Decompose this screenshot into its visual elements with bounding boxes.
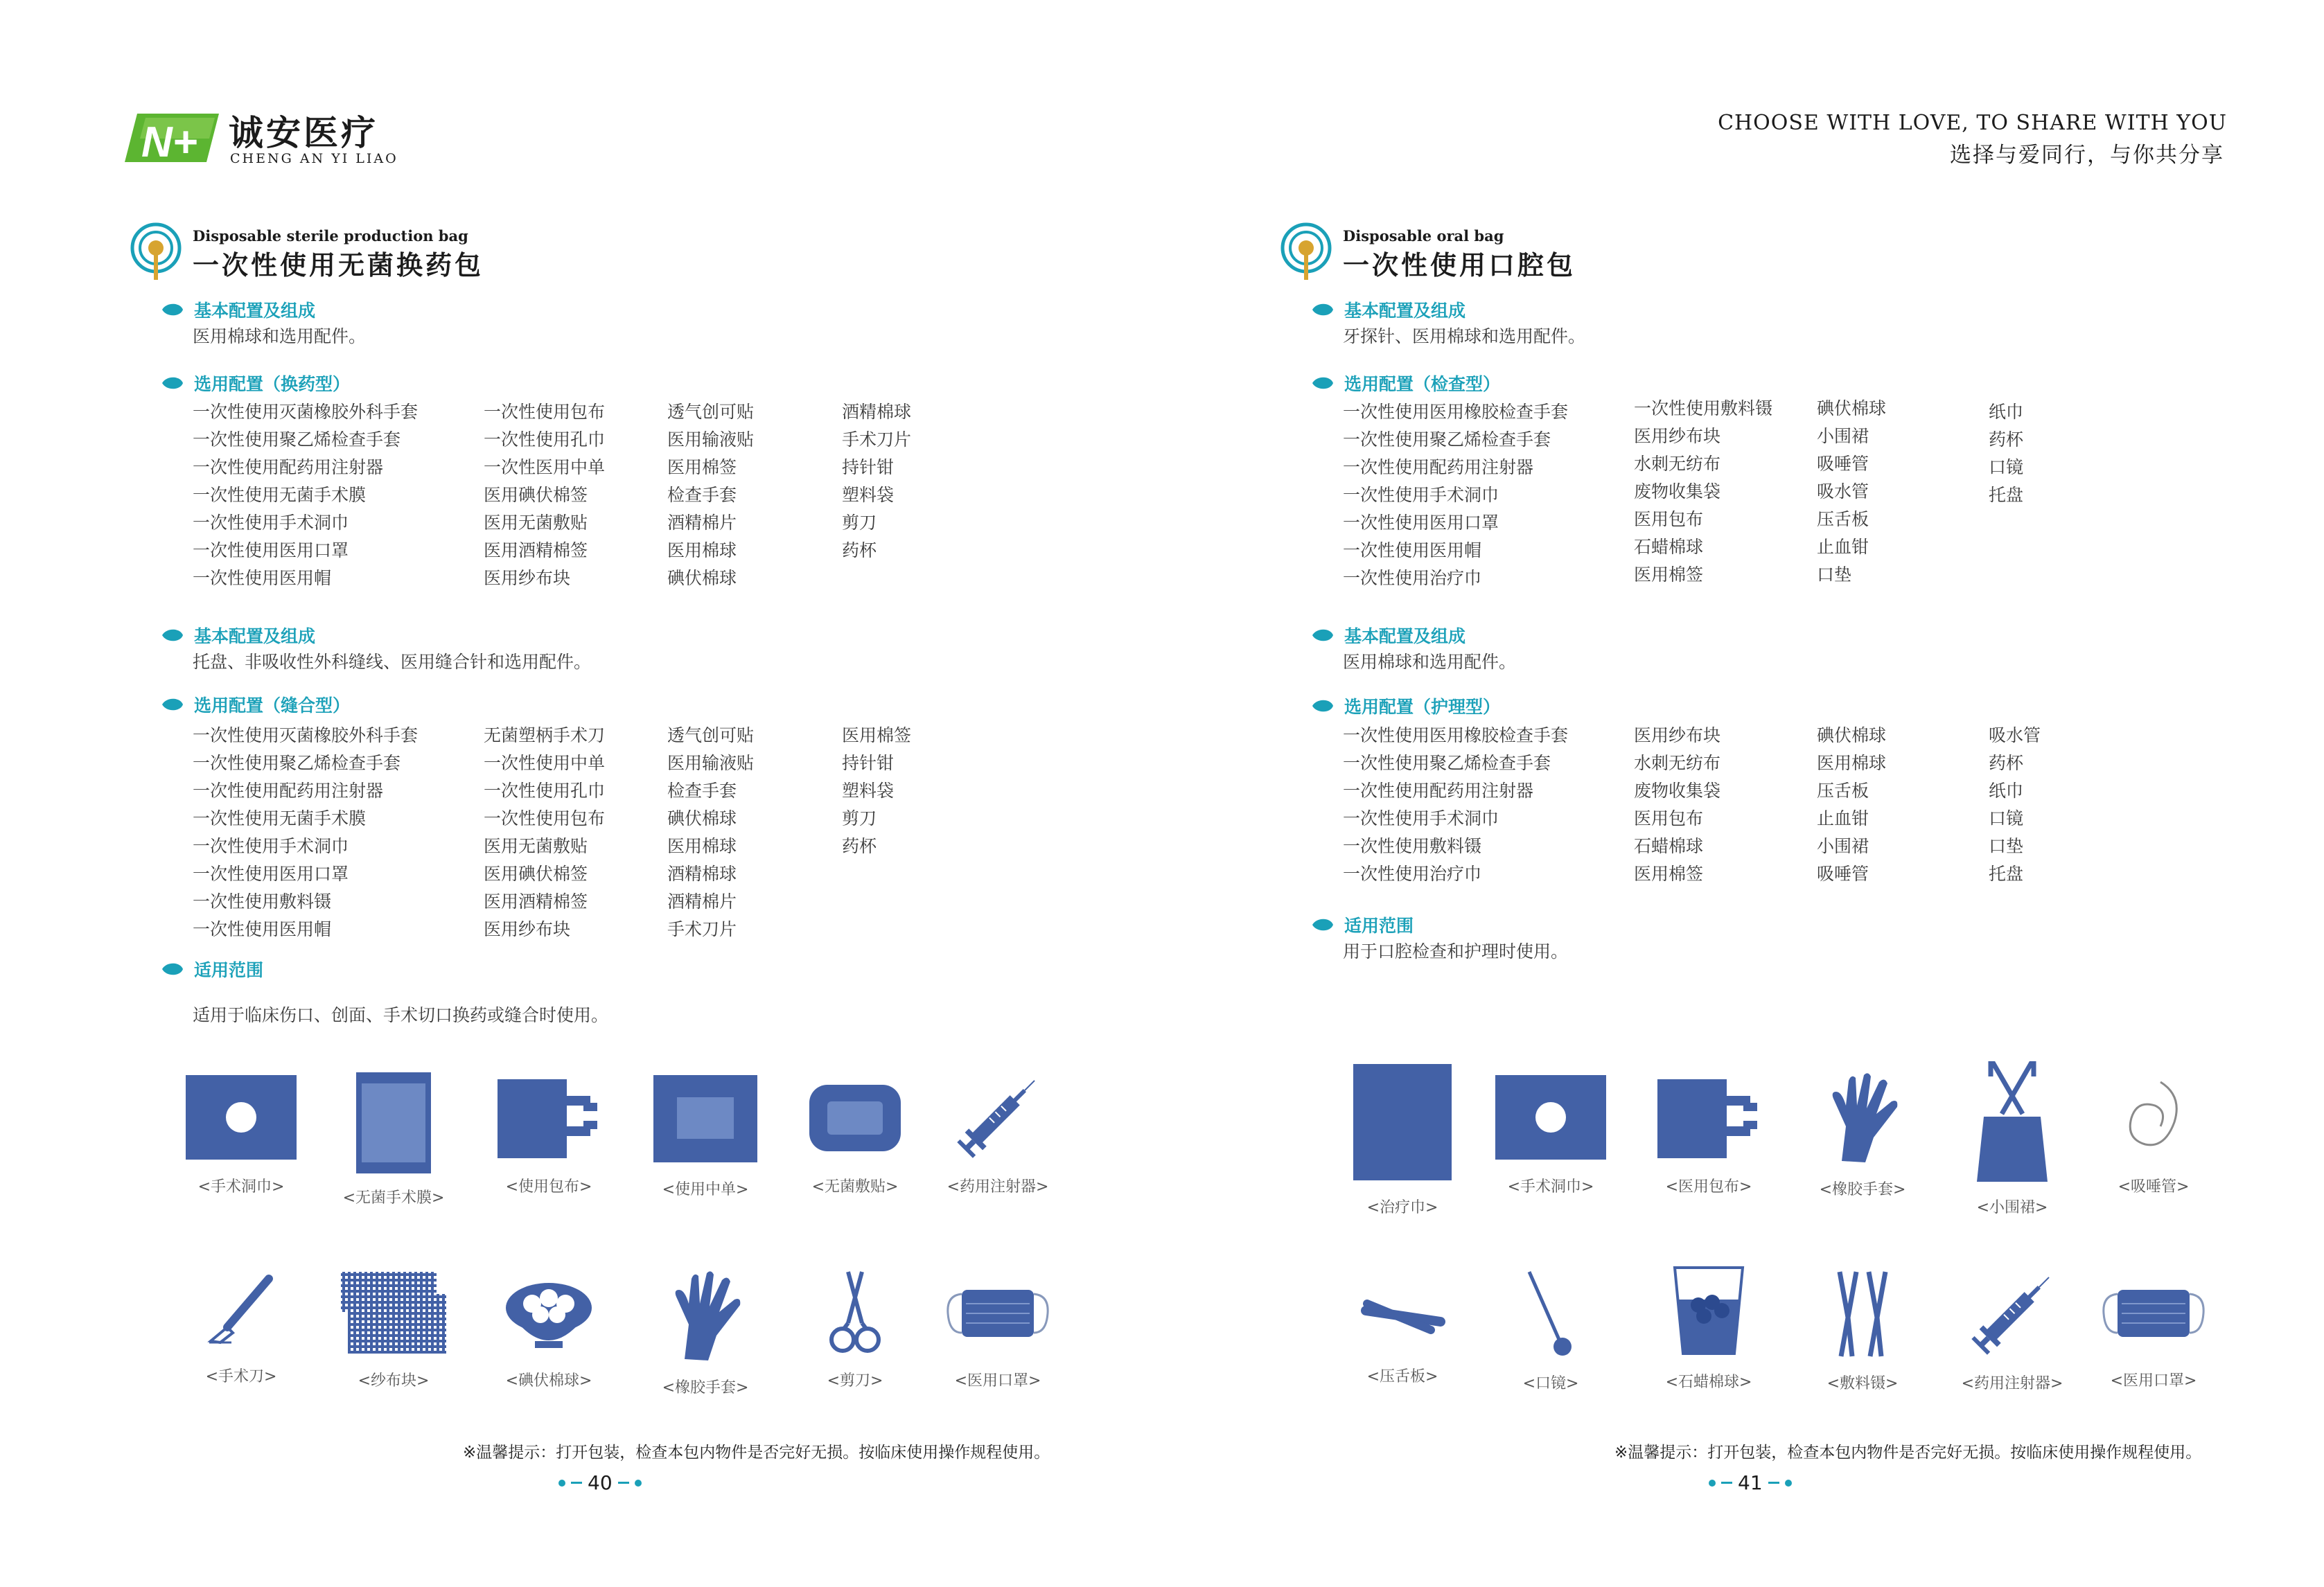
list-item: 医用碘伏棉签 (484, 864, 588, 884)
section-heading-text: 选用配置（缝合型） (194, 695, 351, 716)
illustration-caption: <石蜡棉球> (1665, 1374, 1752, 1391)
illustration-caption: <手术洞巾> (197, 1178, 285, 1196)
slogan-en: CHOOSE WITH LOVE, TO SHARE WITH YOU (1718, 111, 2227, 135)
list-item: 医用棉签 (667, 457, 737, 477)
list-item: 纸巾 (1989, 402, 2024, 422)
illustration-item (172, 1269, 310, 1386)
list-item: 无菌塑柄手术刀 (484, 725, 606, 745)
section-heading-text: 基本配置及组成 (1344, 301, 1466, 321)
list-item: 一次性使用医用帽 (193, 568, 332, 588)
leaf-bullet-icon (1311, 302, 1335, 317)
page-dash-icon (1768, 1482, 1779, 1484)
list-item: 一次性使用配药用注射器 (193, 457, 384, 477)
list-item: 剪刀 (842, 513, 877, 533)
leaf-bullet-icon (1311, 917, 1335, 932)
illustration-caption: <医用包布> (1665, 1178, 1752, 1196)
list-item: 碘伏棉球 (667, 568, 737, 588)
list-item: 持针钳 (842, 753, 895, 773)
list-item: 一次性使用手术洞巾 (193, 836, 349, 856)
list-item: 一次性使用包布 (484, 402, 606, 422)
saliva-ejector-icon (2119, 1072, 2188, 1162)
page-number-text: 41 (1738, 1471, 1763, 1494)
list-item: 吸水管 (1989, 725, 2041, 745)
section-heading-text: 选用配置（检查型） (1344, 374, 1501, 394)
list-item: 水刺无纺布 (1634, 753, 1721, 773)
page-dash-icon (571, 1482, 582, 1484)
list-item: 塑料袋 (842, 485, 895, 505)
section-text: 托盘、非吸收性外科缝线、医用缝合针和选用配件。 (193, 652, 592, 672)
illustration-item (1481, 1269, 1620, 1393)
list-item: 一次性使用孔巾 (484, 429, 606, 450)
list-item: 药杯 (842, 540, 877, 560)
list-item: 医用输液贴 (667, 753, 755, 773)
list-item: 一次性医用中单 (484, 457, 606, 477)
syringe-icon (956, 1072, 1039, 1162)
illustration-caption: <医用口罩> (954, 1372, 1041, 1390)
illustration-item (1943, 1269, 2081, 1393)
illustration-item (324, 1072, 463, 1207)
list-item: 透气创可贴 (667, 402, 755, 422)
list-item: 医用纱布块 (1634, 725, 1721, 745)
list-item: 一次性使用无菌手术膜 (193, 808, 367, 828)
list-item: 持针钳 (842, 457, 895, 477)
leaf-bullet-icon (1311, 698, 1335, 713)
illustration-item (324, 1269, 463, 1390)
list-item: 塑料袋 (842, 781, 895, 801)
item-list (1989, 722, 2041, 888)
list-item: 一次性使用灭菌橡胶外科手套 (193, 402, 419, 422)
mouth-mirror-icon (1520, 1269, 1582, 1359)
list-item: 一次性使用中单 (484, 753, 606, 773)
list-item: 医用棉球 (667, 836, 737, 856)
list-item: 一次性使用灭菌橡胶外科手套 (193, 725, 419, 745)
illustration-caption: <治疗巾> (1366, 1199, 1438, 1216)
list-item: 一次性使用配药用注射器 (1343, 781, 1534, 801)
rubber-glove-icon (1821, 1068, 1904, 1165)
list-item: 一次性使用治疗巾 (1343, 864, 1482, 884)
list-item: 医用棉签 (1634, 864, 1704, 884)
illustration-item (2084, 1072, 2223, 1196)
brand-name-en: CHENG AN YI LIAO (230, 151, 398, 166)
item-list (484, 398, 605, 592)
item-list (1817, 722, 1886, 888)
page-dot-icon (1709, 1480, 1716, 1487)
sterile-dressing-icon (807, 1072, 904, 1162)
section-heading-text: 基本配置及组成 (1344, 626, 1466, 646)
leaf-bullet-icon (161, 697, 184, 712)
illustration-item (172, 1072, 310, 1196)
list-item: 医用包布 (1634, 808, 1704, 828)
list-item: 酒精棉球 (667, 864, 737, 884)
illustration-caption: <小围裙> (1976, 1199, 2048, 1216)
section-heading-text: 适用范围 (1344, 916, 1414, 936)
list-item: 碘伏棉球 (1817, 398, 1887, 418)
section-heading-text: 基本配置及组成 (194, 626, 316, 646)
list-item: 一次性使用手术洞巾 (1343, 485, 1499, 505)
list-item: 一次性使用无菌手术膜 (193, 485, 367, 505)
slogan-cn: 选择与爱同行，与你共分享 (1950, 143, 2224, 168)
page-dash-icon (618, 1482, 629, 1484)
list-item: 手术刀片 (667, 919, 737, 939)
list-item: 医用输液贴 (667, 429, 755, 450)
list-item: 一次性使用聚乙烯检查手套 (1343, 429, 1551, 450)
list-item: 透气创可贴 (667, 725, 755, 745)
medical-sheet-icon (651, 1072, 760, 1165)
apron-icon (1974, 1061, 2050, 1183)
illustration-item (2084, 1269, 2223, 1390)
leaf-bullet-icon (161, 302, 184, 317)
list-item: 医用纱布块 (484, 919, 571, 939)
item-list (484, 722, 605, 943)
list-item: 压舌板 (1817, 509, 1869, 529)
list-item: 酒精棉片 (667, 892, 737, 912)
illustration-caption: <口镜> (1522, 1375, 1579, 1392)
section-heading-text: 基本配置及组成 (194, 301, 316, 321)
list-item: 医用无菌敷贴 (484, 836, 588, 856)
surgical-drape-hole-icon (1493, 1072, 1609, 1162)
item-list (1343, 398, 1568, 592)
list-item: 一次性使用治疗巾 (1343, 568, 1482, 588)
product-title-en: Disposable sterile production bag (193, 227, 468, 245)
illustration-caption: <医用口罩> (2110, 1372, 2197, 1390)
page-dash-icon (1721, 1482, 1732, 1484)
illustration-caption: <橡胶手套> (1819, 1181, 1906, 1198)
list-item: 压舌板 (1817, 781, 1869, 801)
illustration-item (479, 1072, 618, 1196)
list-item: 小围裙 (1817, 426, 1869, 446)
section-heading (161, 371, 350, 395)
leaf-bullet-icon (1311, 375, 1335, 391)
list-item: 吸唾管 (1817, 454, 1869, 474)
illustration-caption: <压舌板> (1366, 1368, 1438, 1385)
section-heading (1311, 298, 1465, 321)
section-heading-text: 选用配置（护理型） (1344, 697, 1501, 717)
section-heading (161, 693, 350, 716)
illustration-caption: <无菌敷贴> (811, 1178, 899, 1196)
list-item: 一次性使用医用帽 (1343, 540, 1482, 560)
list-item: 医用酒精棉签 (484, 892, 588, 912)
face-mask-icon (945, 1269, 1050, 1356)
list-item: 一次性使用包布 (484, 808, 606, 828)
list-item: 一次性使用医用口罩 (1343, 513, 1499, 533)
scissors-icon (827, 1269, 883, 1356)
list-item: 一次性使用聚乙烯检查手套 (1343, 753, 1551, 773)
product-title-cn: 一次性使用口腔包 (1343, 249, 1576, 281)
scalpel-icon (200, 1269, 283, 1352)
item-list (1634, 395, 1772, 589)
page-number (558, 1471, 642, 1494)
illustration-item (1639, 1072, 1778, 1196)
brand-logo-icon (125, 111, 222, 165)
list-item: 口垫 (1817, 565, 1852, 585)
list-item: 一次性使用医用橡胶检查手套 (1343, 402, 1569, 422)
item-list (1989, 398, 2023, 509)
list-item: 吸水管 (1817, 481, 1869, 502)
illustration-item (479, 1269, 618, 1390)
list-item: 吸唾管 (1817, 864, 1869, 884)
list-item: 医用棉签 (1634, 565, 1704, 585)
list-item: 医用纱布块 (484, 568, 571, 588)
item-list (193, 398, 418, 592)
page-dot-icon (1785, 1480, 1792, 1487)
list-item: 一次性使用配药用注射器 (193, 781, 384, 801)
list-item: 一次性使用配药用注射器 (1343, 457, 1534, 477)
section-heading (1311, 913, 1414, 937)
illustration-item (1639, 1264, 1778, 1392)
list-item: 一次性使用手术洞巾 (1343, 808, 1499, 828)
logo-text: N+ (141, 118, 197, 165)
section-heading-text: 选用配置（换药型） (194, 374, 351, 394)
sterile-film-icon (352, 1072, 435, 1173)
list-item: 废物收集袋 (1634, 481, 1721, 502)
rubber-glove-icon (664, 1269, 747, 1363)
list-item: 碘伏棉球 (667, 808, 737, 828)
list-item: 医用无菌敷贴 (484, 513, 588, 533)
warm-tip-note: ※温馨提示：打开包装，检查本包内物件是否完好无损。按临床使用操作规程使用。 (1614, 1444, 2202, 1462)
tongue-depressor-icon (1359, 1269, 1446, 1352)
section-heading (161, 298, 315, 321)
section-text: 医用棉球和选用配件。 (193, 326, 367, 346)
illustration-caption: <使用包布> (505, 1178, 592, 1196)
list-item: 一次性使用敷料镊 (1343, 836, 1482, 856)
leaf-bullet-icon (161, 628, 184, 643)
item-list (667, 722, 754, 943)
list-item: 一次性使用医用口罩 (193, 864, 349, 884)
product-badge-icon (125, 220, 187, 283)
section-heading (1311, 371, 1500, 395)
list-item: 口镜 (1989, 808, 2024, 828)
list-item: 口镜 (1989, 457, 2024, 477)
list-item: 一次性使用医用口罩 (193, 540, 349, 560)
product-title-en: Disposable oral bag (1343, 227, 1504, 245)
list-item: 医用酒精棉签 (484, 540, 588, 560)
product-badge-icon (1275, 220, 1337, 283)
face-mask-icon (2101, 1269, 2206, 1356)
list-item: 小围裙 (1817, 836, 1869, 856)
list-item: 药杯 (1989, 753, 2024, 773)
item-list (1343, 722, 1568, 888)
section-text: 医用棉球和选用配件。 (1343, 652, 1517, 672)
illustration-caption: <手术刀> (205, 1368, 277, 1385)
illustration-caption: <吸唾管> (2118, 1178, 2190, 1196)
illustration-caption: <药用注射器> (947, 1178, 1049, 1196)
list-item: 药杯 (842, 836, 877, 856)
brand-name-cn: 诚安医疗 (229, 112, 378, 153)
list-item: 一次性使用手术洞巾 (193, 513, 349, 533)
item-list (1817, 395, 1886, 589)
section-text: 用于口腔检查和护理时使用。 (1343, 941, 1569, 961)
list-item: 托盘 (1989, 864, 2024, 884)
list-item: 石蜡棉球 (1634, 537, 1704, 557)
illustration-item (636, 1072, 775, 1199)
list-item: 剪刀 (842, 808, 877, 828)
list-item: 止血钳 (1817, 537, 1869, 557)
list-item: 检查手套 (667, 485, 737, 505)
list-item: 酒精棉片 (667, 513, 737, 533)
illustration-item (786, 1269, 924, 1390)
list-item: 一次性使用敷料镊 (1634, 398, 1773, 418)
item-list (842, 722, 911, 860)
item-list (1634, 722, 1720, 888)
list-item: 口垫 (1989, 836, 2024, 856)
illustration-item (1793, 1068, 1932, 1199)
section-heading (1311, 623, 1465, 647)
dressing-forceps-icon (1824, 1269, 1901, 1359)
list-item: 检查手套 (667, 781, 737, 801)
item-list (193, 722, 418, 943)
illustration-item (1793, 1269, 1932, 1393)
section-heading (161, 623, 315, 647)
list-item: 医用纱布块 (1634, 426, 1721, 446)
list-item: 医用棉签 (842, 725, 912, 745)
list-item: 医用棉球 (1817, 753, 1887, 773)
product-title-cn: 一次性使用无菌换药包 (193, 249, 484, 281)
list-item: 药杯 (1989, 429, 2024, 450)
illustration-caption: <橡胶手套> (662, 1379, 749, 1397)
page-number (1709, 1471, 1792, 1494)
illustration-caption: <无菌手术膜> (342, 1189, 445, 1207)
gauze-icon (338, 1269, 449, 1356)
illustration-caption: <碘伏棉球> (505, 1372, 592, 1390)
list-item: 一次性使用聚乙烯检查手套 (193, 429, 401, 450)
list-item: 一次性使用孔巾 (484, 781, 606, 801)
page-dot-icon (558, 1480, 565, 1487)
section-heading (161, 957, 263, 981)
illustration-caption: <剪刀> (827, 1372, 883, 1390)
leaf-bullet-icon (161, 961, 184, 977)
list-item: 纸巾 (1989, 781, 2024, 801)
illustration-item (928, 1072, 1067, 1196)
list-item: 水刺无纺布 (1634, 454, 1721, 474)
list-item: 一次性使用医用帽 (193, 919, 332, 939)
iodine-cotton-ball-icon (502, 1269, 596, 1356)
illustration-caption: <敷料镊> (1826, 1375, 1899, 1392)
list-item: 石蜡棉球 (1634, 836, 1704, 856)
section-text: 牙探针、医用棉球和选用配件。 (1343, 326, 1586, 346)
list-item: 废物收集袋 (1634, 781, 1721, 801)
list-item: 一次性使用聚乙烯检查手套 (193, 753, 401, 773)
section-text: 适用于临床伤口、创面、手术切口换药或缝合时使用。 (193, 1005, 609, 1025)
section-heading (1311, 694, 1500, 718)
list-item: 一次性使用敷料镊 (193, 892, 332, 912)
wrap-cloth-icon (495, 1072, 603, 1162)
page-dot-icon (635, 1480, 642, 1487)
list-item: 医用碘伏棉签 (484, 485, 588, 505)
illustration-item (1943, 1061, 2081, 1217)
illustration-item (1481, 1072, 1620, 1196)
illustration-item (1333, 1269, 1472, 1386)
illustration-item (1333, 1061, 1472, 1217)
illustration-caption: <纱布块> (358, 1372, 430, 1390)
item-list (667, 398, 754, 592)
syringe-icon (1971, 1269, 2054, 1359)
item-list (842, 398, 911, 565)
treatment-towel-icon (1350, 1061, 1454, 1183)
list-item: 止血钳 (1817, 808, 1869, 828)
illustration-caption: <使用中单> (662, 1181, 749, 1198)
section-heading-text: 适用范围 (194, 960, 264, 980)
warm-tip-note: ※温馨提示：打开包装，检查本包内物件是否完好无损。按临床使用操作规程使用。 (463, 1444, 1050, 1462)
leaf-bullet-icon (1311, 628, 1335, 643)
illustration-item (928, 1269, 1067, 1390)
illustration-caption: <手术洞巾> (1507, 1178, 1594, 1196)
wrap-cloth-icon (1655, 1072, 1763, 1162)
list-item: 医用包布 (1634, 509, 1704, 529)
list-item: 碘伏棉球 (1817, 725, 1887, 745)
surgical-drape-hole-icon (183, 1072, 299, 1162)
list-item: 托盘 (1989, 485, 2024, 505)
illustration-item (786, 1072, 924, 1196)
list-item: 医用棉球 (667, 540, 737, 560)
list-item: 酒精棉球 (842, 402, 912, 422)
leaf-bullet-icon (161, 375, 184, 391)
page-number-text: 40 (588, 1471, 613, 1494)
illustration-item (636, 1269, 775, 1397)
list-item: 一次性使用医用橡胶检查手套 (1343, 725, 1569, 745)
illustration-caption: <药用注射器> (1961, 1375, 2063, 1392)
list-item: 手术刀片 (842, 429, 912, 450)
paraffin-cotton-ball-icon (1671, 1264, 1747, 1358)
